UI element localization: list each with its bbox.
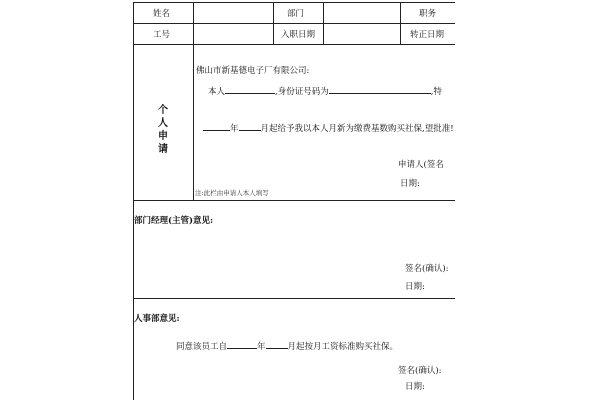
- recipient-company: 佛山市新基德电子厂有限公司:: [196, 66, 310, 76]
- grid-line-col4: [400, 2, 401, 44]
- hr-sign-label: 签名(确认):: [398, 366, 442, 376]
- personal-section-title: [157, 104, 169, 156]
- name-label: 姓名: [153, 9, 171, 19]
- grid-line-personal-bottom: [133, 200, 455, 201]
- start-month-blank[interactable]: [239, 121, 261, 131]
- grid-line-col2: [273, 2, 274, 44]
- manager-opinion-area[interactable]: [135, 228, 453, 258]
- hr-approval-text: 月起按月工资标准购买社保。: [287, 342, 399, 352]
- applicant-sign-label: 申请人(签名: [398, 160, 444, 170]
- department-label: 部门: [287, 9, 305, 19]
- applicant-name-blank[interactable]: [225, 84, 275, 94]
- applicant-note: 注:此栏由申请人本人填写: [195, 189, 269, 197]
- id-number-blank[interactable]: [329, 84, 431, 94]
- hire-date-label: 入职日期: [281, 30, 316, 40]
- grid-line-row1: [133, 23, 455, 24]
- hr-opinion-title: 人事部意见:: [134, 314, 180, 324]
- hr-approval-line: [176, 339, 398, 352]
- special-label: ,特: [430, 87, 442, 97]
- grid-line-left: [133, 2, 134, 400]
- hr-year-label: 年: [257, 342, 266, 352]
- id-number-label: ,身份证号码为: [275, 87, 329, 97]
- hr-month-blank[interactable]: [266, 339, 288, 349]
- self-label: 本人: [208, 87, 226, 97]
- department-field[interactable]: [324, 3, 399, 22]
- year-label: 年: [230, 124, 239, 134]
- applicant-line-1: [208, 84, 442, 97]
- employee-id-label: 工号: [153, 30, 171, 40]
- regular-date-label: 转正日期: [410, 30, 445, 40]
- grid-line-row2: [133, 44, 455, 45]
- manager-sign-label: 签名(确认):: [405, 264, 449, 274]
- name-field[interactable]: [194, 3, 272, 22]
- applicant-line-2: [203, 121, 454, 134]
- employee-id-field[interactable]: [194, 24, 272, 43]
- hr-date-label: 日期:: [405, 382, 425, 392]
- manager-date-label: 日期:: [405, 282, 425, 292]
- grid-line-top: [133, 2, 455, 3]
- hr-from-label: 同意该员工自: [176, 342, 228, 352]
- grid-line-manager-bottom: [133, 298, 455, 299]
- start-year-blank[interactable]: [203, 121, 230, 131]
- position-label: 职务: [419, 9, 437, 19]
- manager-opinion-title: 部门经理(主管)意见:: [134, 216, 214, 226]
- hire-date-field[interactable]: [324, 24, 399, 43]
- personal-section-title-text: 个人申请: [158, 105, 168, 155]
- applicant-date-label: 日期:: [400, 179, 420, 189]
- request-text: 月起给予我以本人月新为缴费基数购买社保,望批准!: [260, 124, 454, 134]
- hr-year-blank[interactable]: [227, 339, 257, 349]
